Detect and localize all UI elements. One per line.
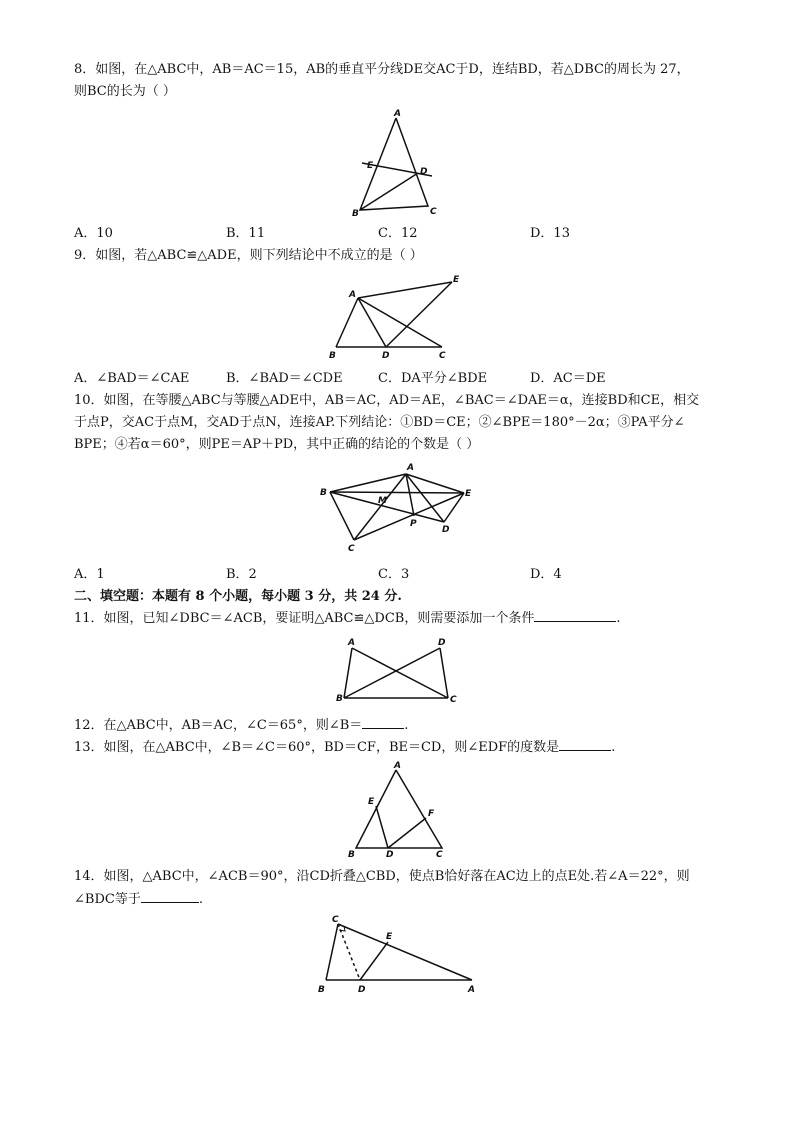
q8-segment-bd xyxy=(360,173,418,210)
q10-option-b: B．2 xyxy=(226,567,257,582)
q9-label-e: E xyxy=(453,275,460,285)
q8-text-line2: 则BC的长为（ ） xyxy=(74,84,176,99)
q10-options xyxy=(74,566,714,584)
q11-segment-db xyxy=(344,648,440,698)
q14-label-c: C xyxy=(332,915,339,925)
q13-label-e: E xyxy=(368,797,375,807)
q13-segment-df xyxy=(388,818,426,848)
q8-option-b: B．11 xyxy=(226,226,266,241)
q12-prompt: 12．在△ABC中，AB＝AC，∠C＝65°，则∠B＝ xyxy=(74,718,363,733)
q13-label-f: F xyxy=(428,809,435,819)
q14-figure xyxy=(312,910,484,998)
q10-option-c: C．3 xyxy=(378,567,410,582)
q11-prompt: 11．如图，已知∠DBC＝∠ACB，要证明△ABC≌△DCB，则需要添加一个条件 xyxy=(74,611,535,626)
q14-right-angle-mark xyxy=(339,926,345,931)
q14-end: . xyxy=(198,892,203,907)
q8-option-a: A．10 xyxy=(74,226,113,241)
q10-label-a: A xyxy=(407,463,414,473)
q14-segment-de xyxy=(360,942,388,980)
q14-segment-ca xyxy=(338,924,472,980)
q10-figure xyxy=(316,460,480,554)
q13-answer-blank[interactable] xyxy=(559,738,611,751)
q11-segment-dc xyxy=(440,648,448,698)
q10-label-m: M xyxy=(378,496,387,506)
q13-label-a: A xyxy=(394,761,401,771)
q13-segment-ed xyxy=(376,806,388,848)
q11-label-b: B xyxy=(336,694,343,704)
q9-label-a: A xyxy=(349,290,356,300)
q9-segment-ab xyxy=(336,298,358,347)
q13-text xyxy=(74,738,615,757)
q13-label-c: C xyxy=(436,850,443,860)
q9-segment-ac xyxy=(358,298,442,347)
q10-text-line3: BPE；④若α＝60°，则PE＝AP＋PD，其中正确的结论的个数是（ ） xyxy=(74,437,480,452)
q13-label-b: B xyxy=(348,850,355,860)
q14-label-b: B xyxy=(318,985,325,995)
q10-segment-bc xyxy=(330,492,354,540)
q9-label-d: D xyxy=(382,351,390,361)
q10-text-line2: 于点P，交AC于点M，交AD于点N，连接AP.下列结论：①BD＝CE；②∠BPE＝180°－2α；③PA平分∠ xyxy=(74,415,685,430)
q9-text-line1: 9．如图，若△ABC≌△ADE，则下列结论中不成立的是（ ） xyxy=(74,248,423,263)
q11-end: . xyxy=(616,611,621,626)
q8-options xyxy=(74,225,714,243)
q8-label-b: B xyxy=(352,209,359,219)
q10-label-d: D xyxy=(442,525,450,535)
q8-figure xyxy=(352,108,448,220)
q12-text xyxy=(74,716,408,735)
q9-option-a: A．∠BAD＝∠CAE xyxy=(74,371,190,386)
q10-label-p: P xyxy=(410,519,417,529)
q10-label-c: C xyxy=(348,544,355,554)
q14-answer-blank[interactable] xyxy=(141,890,199,903)
q10-segment-be xyxy=(330,492,464,493)
q14-text-line2 xyxy=(74,890,203,909)
q9-label-b: B xyxy=(329,351,336,361)
q12-end: . xyxy=(404,718,409,733)
q9-label-c: C xyxy=(439,351,446,361)
q8-label-d: D xyxy=(420,167,428,177)
q13-end: . xyxy=(611,740,616,755)
q14-label-d: D xyxy=(358,985,366,995)
q10-text-line1: 10．如图，在等腰△ABC与等腰△ADE中，AB＝AC，AD＝AE，∠BAC＝∠DAE＝α，连接BD和CE，相交 xyxy=(74,393,700,408)
q8-option-d: D．13 xyxy=(530,226,570,241)
q13-label-d: D xyxy=(386,850,394,860)
q9-options xyxy=(74,370,714,388)
q9-option-d: D．AC＝DE xyxy=(530,371,606,386)
q14-prompt: ∠BDC等于 xyxy=(74,892,141,907)
q12-answer-blank[interactable] xyxy=(362,716,404,729)
q11-label-d: D xyxy=(438,638,446,648)
q10-option-a: A．1 xyxy=(74,567,105,582)
q10-label-b: B xyxy=(320,488,327,498)
q13-prompt: 13．如图，在△ABC中，∠B＝∠C＝60°，BD＝CF，BE＝CD，则∠EDF的度数是 xyxy=(74,740,560,755)
q10-segment-bd xyxy=(330,492,444,522)
q13-figure xyxy=(348,760,452,860)
q9-option-c: C．DA平分∠BDE xyxy=(378,371,488,386)
q14-label-e: E xyxy=(386,932,393,942)
q11-segment-ab xyxy=(344,648,352,698)
q11-answer-blank[interactable] xyxy=(534,609,616,622)
q10-label-e: E xyxy=(465,489,472,499)
section-heading-fill-in: 二、填空题：本题有 8 个小题，每小题 3 分，共 24 分. xyxy=(74,589,402,604)
q11-text xyxy=(74,609,620,628)
q9-option-b: B．∠BAD＝∠CDE xyxy=(226,371,343,386)
q14-label-a: A xyxy=(468,985,475,995)
q11-figure xyxy=(334,634,466,710)
q11-segment-ac xyxy=(352,648,448,698)
q9-figure xyxy=(324,270,464,362)
q8-label-c: C xyxy=(430,207,437,217)
q8-label-e: E xyxy=(367,161,374,171)
q10-segment-ap xyxy=(406,474,414,516)
q11-label-a: A xyxy=(348,638,355,648)
q10-segment-ae xyxy=(406,474,464,493)
q8-option-c: C．12 xyxy=(378,226,418,241)
q14-segment-cb xyxy=(326,924,338,980)
q14-text-line1: 14．如图，△ABC中，∠ACB＝90°，沿CD折叠△CBD，使点B恰好落在AC边上的点E处.若∠A＝22°，则 xyxy=(74,869,690,884)
q8-text-line1: 8．如图，在△ABC中，AB＝AC＝15，AB的垂直平分线DE交AC于D，连结BD，若△DBC的周长为 27， xyxy=(74,62,690,77)
q10-option-d: D．4 xyxy=(530,567,562,582)
q8-label-a: A xyxy=(394,109,401,119)
q11-label-c: C xyxy=(450,695,457,705)
